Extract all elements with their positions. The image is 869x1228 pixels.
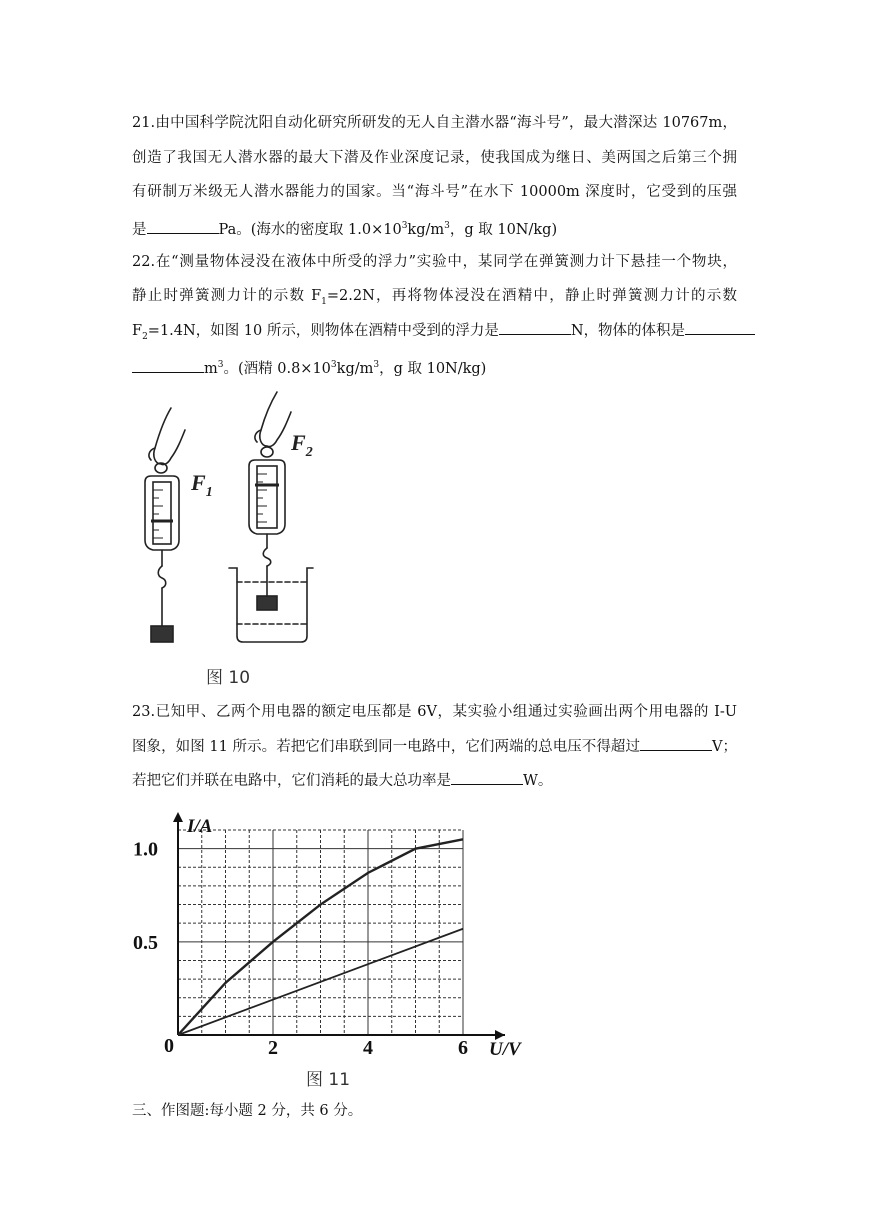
figure-10-spring-scales bbox=[125, 390, 325, 665]
q21-line-4: 是 Pa。(海水的密度取 $1.0\times 10^3kg/m^3$，g 取 10N/kg) bbox=[132, 216, 737, 240]
figure-10-caption: 图 10 bbox=[206, 668, 251, 688]
q23-line-3: 若把它们并联在电路中，它们消耗的最大总功率是 W。 bbox=[132, 770, 737, 791]
section-3-heading: 三、作图题:每小题 2 分，共 6 分。 bbox=[132, 1103, 363, 1119]
y-tick-label: 1.0 bbox=[133, 838, 158, 861]
q21-line-1: 21.由中国科学院沈阳自动化研究所研发的无人自主潜水器“海斗号”，最大潜深达 10767m， bbox=[132, 115, 737, 131]
x-tick-label: 4 bbox=[363, 1037, 373, 1058]
figure-11-iu-chart bbox=[125, 808, 545, 1058]
answer-blank[interactable] bbox=[640, 736, 712, 751]
y-axis-arrow bbox=[173, 812, 183, 822]
answer-blank[interactable] bbox=[451, 770, 523, 785]
hand-left-icon bbox=[154, 408, 185, 465]
y-axis-label: I/A bbox=[187, 816, 213, 837]
answer-blank[interactable] bbox=[685, 320, 755, 335]
q22-line-1: 22.在“测量物体浸没在液体中所受的浮力”实验中，某同学在弹簧测力计下悬挂一个物块， bbox=[132, 254, 737, 270]
y-tick-label: 0.5 bbox=[133, 931, 158, 954]
hand-right-icon bbox=[260, 392, 291, 447]
x-tick-label: 2 bbox=[268, 1037, 278, 1058]
x-tick-label: 0 bbox=[164, 1035, 174, 1057]
label-f2: $F_2$ bbox=[291, 430, 313, 460]
block-right bbox=[257, 596, 277, 610]
label-f1: $F_1$ bbox=[191, 470, 213, 500]
q22-line-4: $m^3$。(酒精 $0.8\times 10^3kg/m^3$，g 取 10N/kg) bbox=[132, 355, 737, 379]
block-left bbox=[151, 626, 173, 642]
q21-line-2: 创造了我国无人潜水器的最大下潜及作业深度记录，使我国成为继日、美两国之后第三个拥 bbox=[132, 150, 737, 166]
answer-blank[interactable] bbox=[499, 320, 571, 335]
q22-line-2: 静止时弹簧测力计的示数 $F_1=2.2N$，再将物体浸没在酒精中，静止时弹簧测力计的示数 bbox=[132, 288, 737, 307]
answer-blank[interactable] bbox=[147, 219, 219, 234]
scale-body-left bbox=[145, 476, 179, 550]
scale-body-right bbox=[249, 460, 285, 534]
q22-line-3: $F_2=1.4N$，如图 10 所示，则物体在酒精中受到的浮力是 N，物体的体积是 bbox=[132, 320, 737, 347]
answer-blank[interactable] bbox=[132, 358, 204, 373]
q23-line-2: 图象，如图 11 所示。若把它们串联到同一电路中，它们两端的总电压不得超过 V； bbox=[132, 736, 737, 757]
figure-11-caption: 图 11 bbox=[306, 1070, 351, 1090]
q21-line-3: 有研制万米级无人潜水器能力的国家。当“海斗号”在水下 10000m 深度时，它受到的压强 bbox=[132, 184, 737, 200]
x-axis-label: U/V bbox=[489, 1039, 521, 1058]
q23-line-1: 23.已知甲、乙两个用电器的额定电压都是 6V，某实验小组通过实验画出两个用电器的 I-U bbox=[132, 704, 737, 720]
series-line-2 bbox=[178, 929, 463, 1035]
x-tick-label: 6 bbox=[458, 1037, 468, 1058]
